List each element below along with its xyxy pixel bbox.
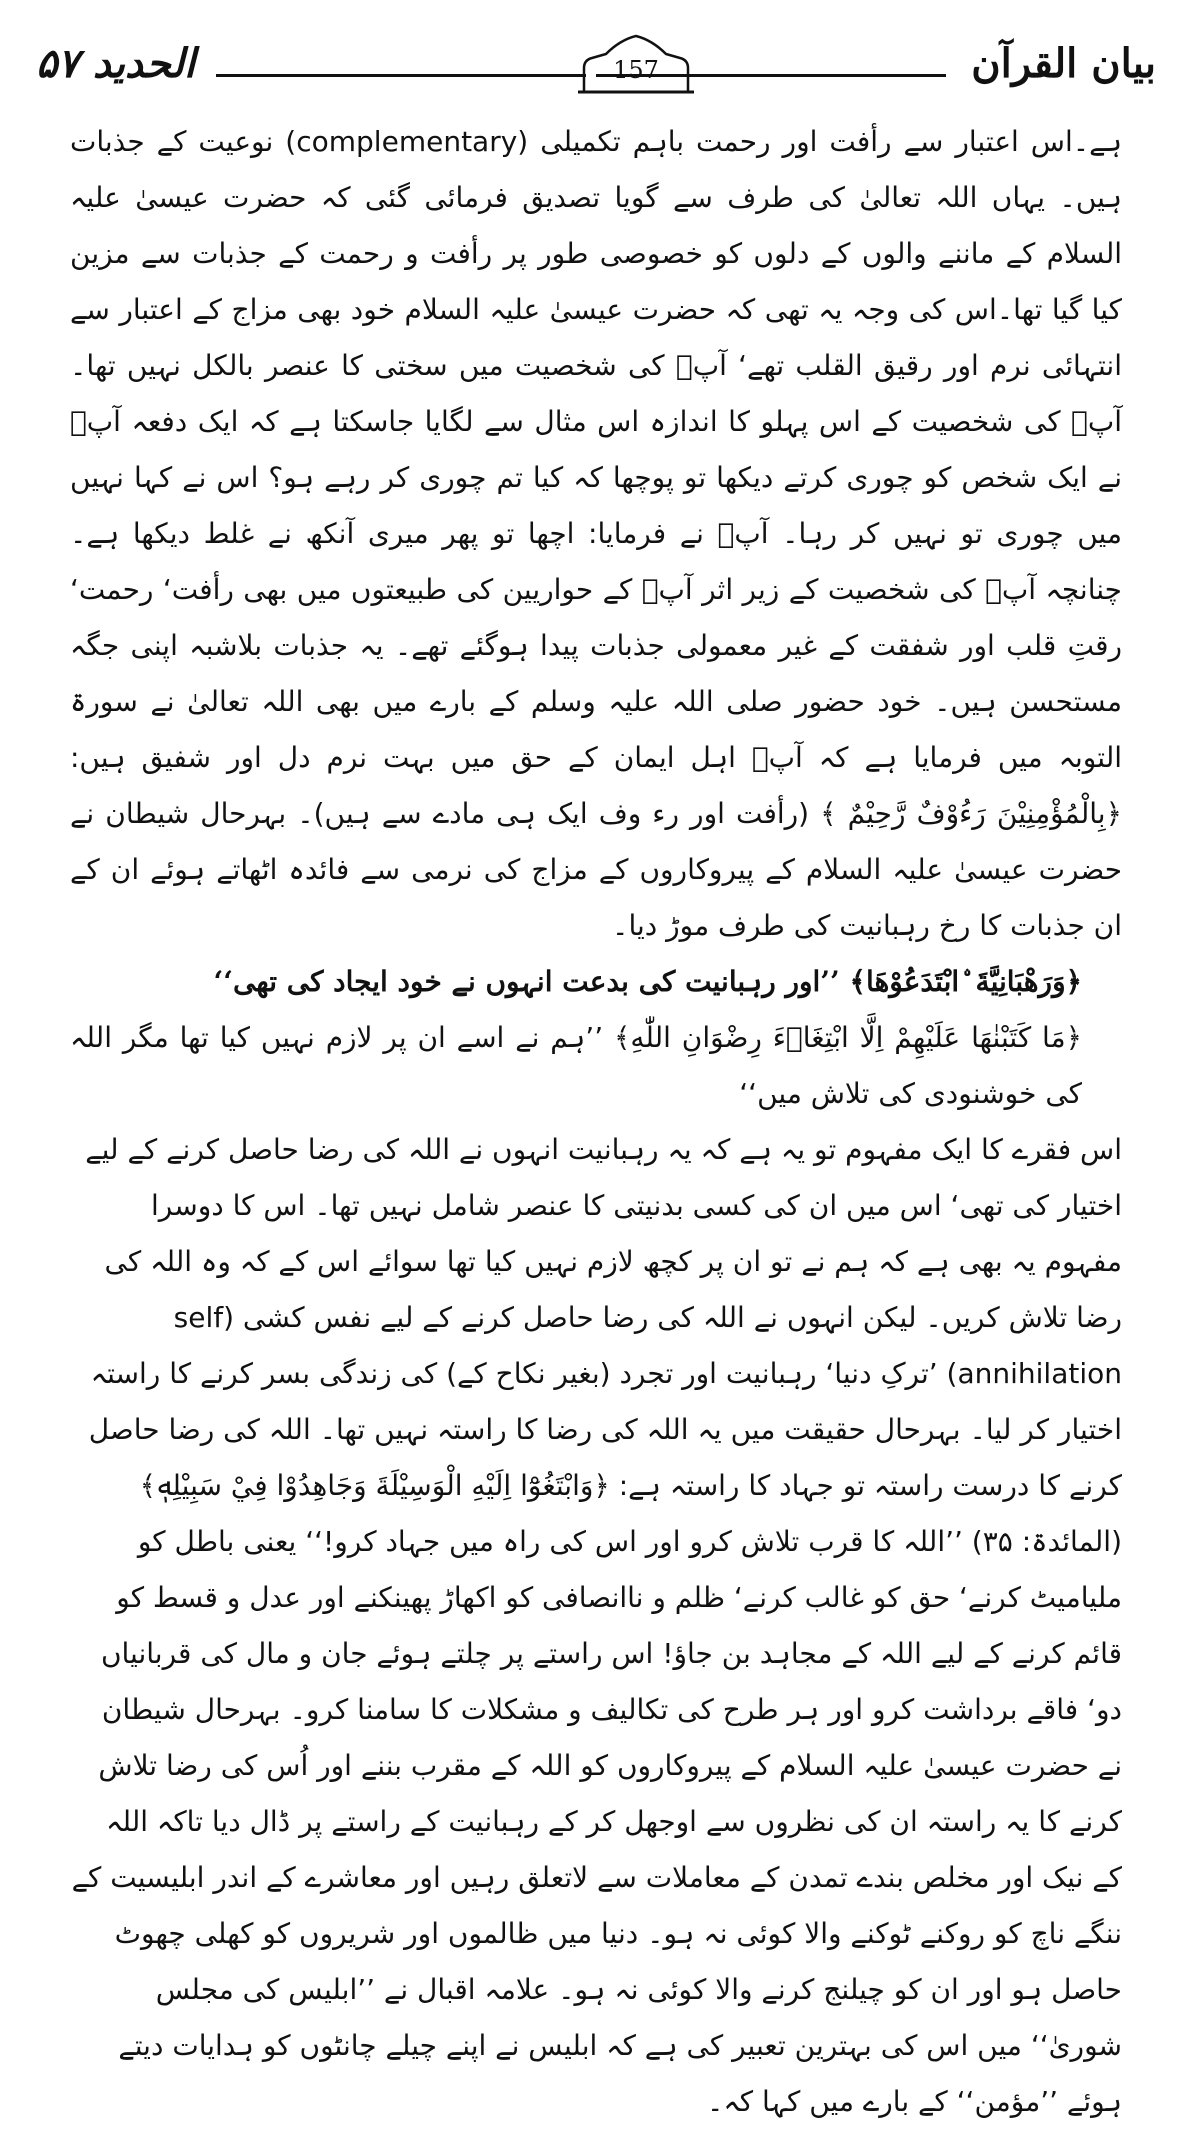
header-rule-left bbox=[216, 74, 586, 77]
paragraph-1: ہے۔اس اعتبار سے رأفت اور رحمت باہم تکمیلی (complementary) نوعیت کے جذبات ہیں۔ یہاں اللہ تعالیٰ کی طرف سے گویا تصدیق فرمائی گئی کہ حضرت عیسیٰ علیہ السلام کے ماننے والوں کے دلوں کو خصوصی طور پر رأفت و رحمت کے جذبات سے مزین کیا گیا تھا۔اس کی وجہ یہ تھی کہ حضرت عیسیٰ علیہ السلام خود بھی مزاج کے اعتبار سے انتہائی نرم اور رقیق القلب تھے‘ آپؑ کی شخصیت میں سختی کا عنصر بالکل نہیں تھا۔ آپؑ کی شخصیت کے اس پہلو کا اندازہ اس مثال سے لگایا جاسکتا ہے کہ ایک دفعہ آپؑ نے ایک شخص کو چوری کرتے دیکھا تو پوچھا کہ کیا تم چوری کر رہے ہو؟ اس نے کہا نہیں میں چوری تو نہیں کر رہا۔ آپؑ نے فرمایا: اچھا تو پھر میری آنکھ نے غلط دیکھا ہے۔ چنانچہ آپؑ کی شخصیت کے زیر اثر آپؑ کے حواریین کی طبیعتوں میں بھی رأفت‘ رحمت‘ رقتِ قلب اور شفقت کے غیر معمولی جذبات پیدا ہوگئے تھے۔ یہ جذبات بلاشبہ اپنی جگہ مستحسن ہیں۔ خود حضور صلی اللہ علیہ وسلم کے بارے میں بھی اللہ تعالیٰ نے سورۃ التوبہ میں فرمایا ہے کہ آپؐ اہل ایمان کے حق میں بہت نرم دل اور شفیق ہیں: ﴿بِالْمُؤْمِنِيْنَ رَءُوْفٌ رَّحِيْمٌ ﴾ (رأفت اور رء وف ایک ہی مادے سے ہیں)۔ بہرحال شیطان نے حضرت عیسیٰ علیہ السلام کے پیروکاروں کے مزاج کی نرمی سے فائدہ اٹھاتے ہوئے ان کے ان جذبات کا رخ رہبانیت کی طرف موڑ دیا۔ bbox=[70, 125, 1122, 942]
page-number-badge bbox=[576, 34, 696, 104]
page-body bbox=[70, 114, 1122, 2130]
page-number: 157 bbox=[613, 56, 659, 84]
book-title: بیان القرآن bbox=[971, 40, 1156, 87]
quran-quote-1: ﴿وَرَهْبَانِيَّةَ ۨابْتَدَعُوْهَا﴾ ’’اور رہبانیت کی بدعت انہوں نے خود ایجاد کی تھی‘‘ bbox=[213, 965, 1082, 998]
surah-title: الحدید ۵۷ bbox=[36, 40, 196, 87]
page-header bbox=[36, 34, 1156, 106]
paragraph-2: اس فقرے کا ایک مفہوم تو یہ ہے کہ یہ رہبانیت انہوں نے اللہ کی رضا حاصل کرنے کے لیے اختیار کی تھی‘ اس میں ان کی کسی بدنیتی کا عنصر شامل نہیں تھا۔ اس کا دوسرا مفہوم یہ بھی ہے کہ ہم نے تو ان پر کچھ لازم نہیں کیا تھا سوائے اس کے کہ وہ اللہ کی رضا تلاش کریں۔ لیکن انہوں نے اللہ کی رضا حاصل کرنے کے لیے نفس کشی (self annihilation) ’ترکِ دنیا‘ رہبانیت اور تجرد (بغیر نکاح کے) کی زندگی بسر کرنے کا راستہ اختیار کر لیا۔ بہرحال حقیقت میں یہ اللہ کی رضا کا راستہ نہیں تھا۔ اللہ کی رضا حاصل کرنے کا درست راستہ تو جہاد کا راستہ ہے: ﴿وَابْتَغُوْٓا اِلَيْهِ الْوَسِيْلَةَ وَجَاهِدُوْا فِيْ سَبِيْلِهٖ﴾ (المائدۃ: ۳۵) ’’اللہ کا قرب تلاش کرو اور اس کی راہ میں جہاد کرو!‘‘ یعنی باطل کو ملیامیٹ کرنے‘ حق کو غالب کرنے‘ ظلم و ناانصافی کو اکھاڑ پھینکنے اور عدل و قسط کو قائم کرنے کے لیے اللہ کے مجاہد بن جاؤ! اس راستے پر چلتے ہوئے جان و مال کی قربانیاں دو‘ فاقے برداشت کرو اور ہر طرح کی تکالیف و مشکلات کا سامنا کرو۔ بہرحال شیطان نے حضرت عیسیٰ علیہ السلام کے پیروکاروں کو اللہ کے مقرب بننے اور اُس کی رضا تلاش کرنے کا یہ راستہ ان کی نظروں سے اوجھل کر کے رہبانیت کے راستے پر ڈال دیا تاکہ اللہ کے نیک اور مخلص بندے تمدن کے معاملات سے لاتعلق رہیں اور معاشرے کے اندر ابلیسیت کے ننگے ناچ کو روکنے ٹوکنے والا کوئی نہ ہو۔ دنیا میں ظالموں اور شریروں کو کھلی چھوٹ حاصل ہو اور ان کو چیلنج کرنے والا کوئی نہ ہو۔ علامہ اقبال نے ’’ابلیس کی مجلس شوریٰ‘‘ میں اس کی بہترین تعبیر کی ہے کہ ابلیس نے اپنے چیلے چانٹوں کو ہدایات دیتے ہوئے ’’مؤمن‘‘ کے بارے میں کہا کہ۔ bbox=[71, 1133, 1122, 2118]
quran-quote-2: ﴿مَا كَتَبْنٰهَا عَلَيْهِمْ اِلَّا ابْتِغَاۗءَ رِضْوَانِ اللّٰهِ﴾ ’’ہم نے اسے ان پر لازم نہیں کیا تھا مگر اللہ کی خوشنودی کی تلاش میں‘‘ bbox=[70, 1021, 1082, 1110]
